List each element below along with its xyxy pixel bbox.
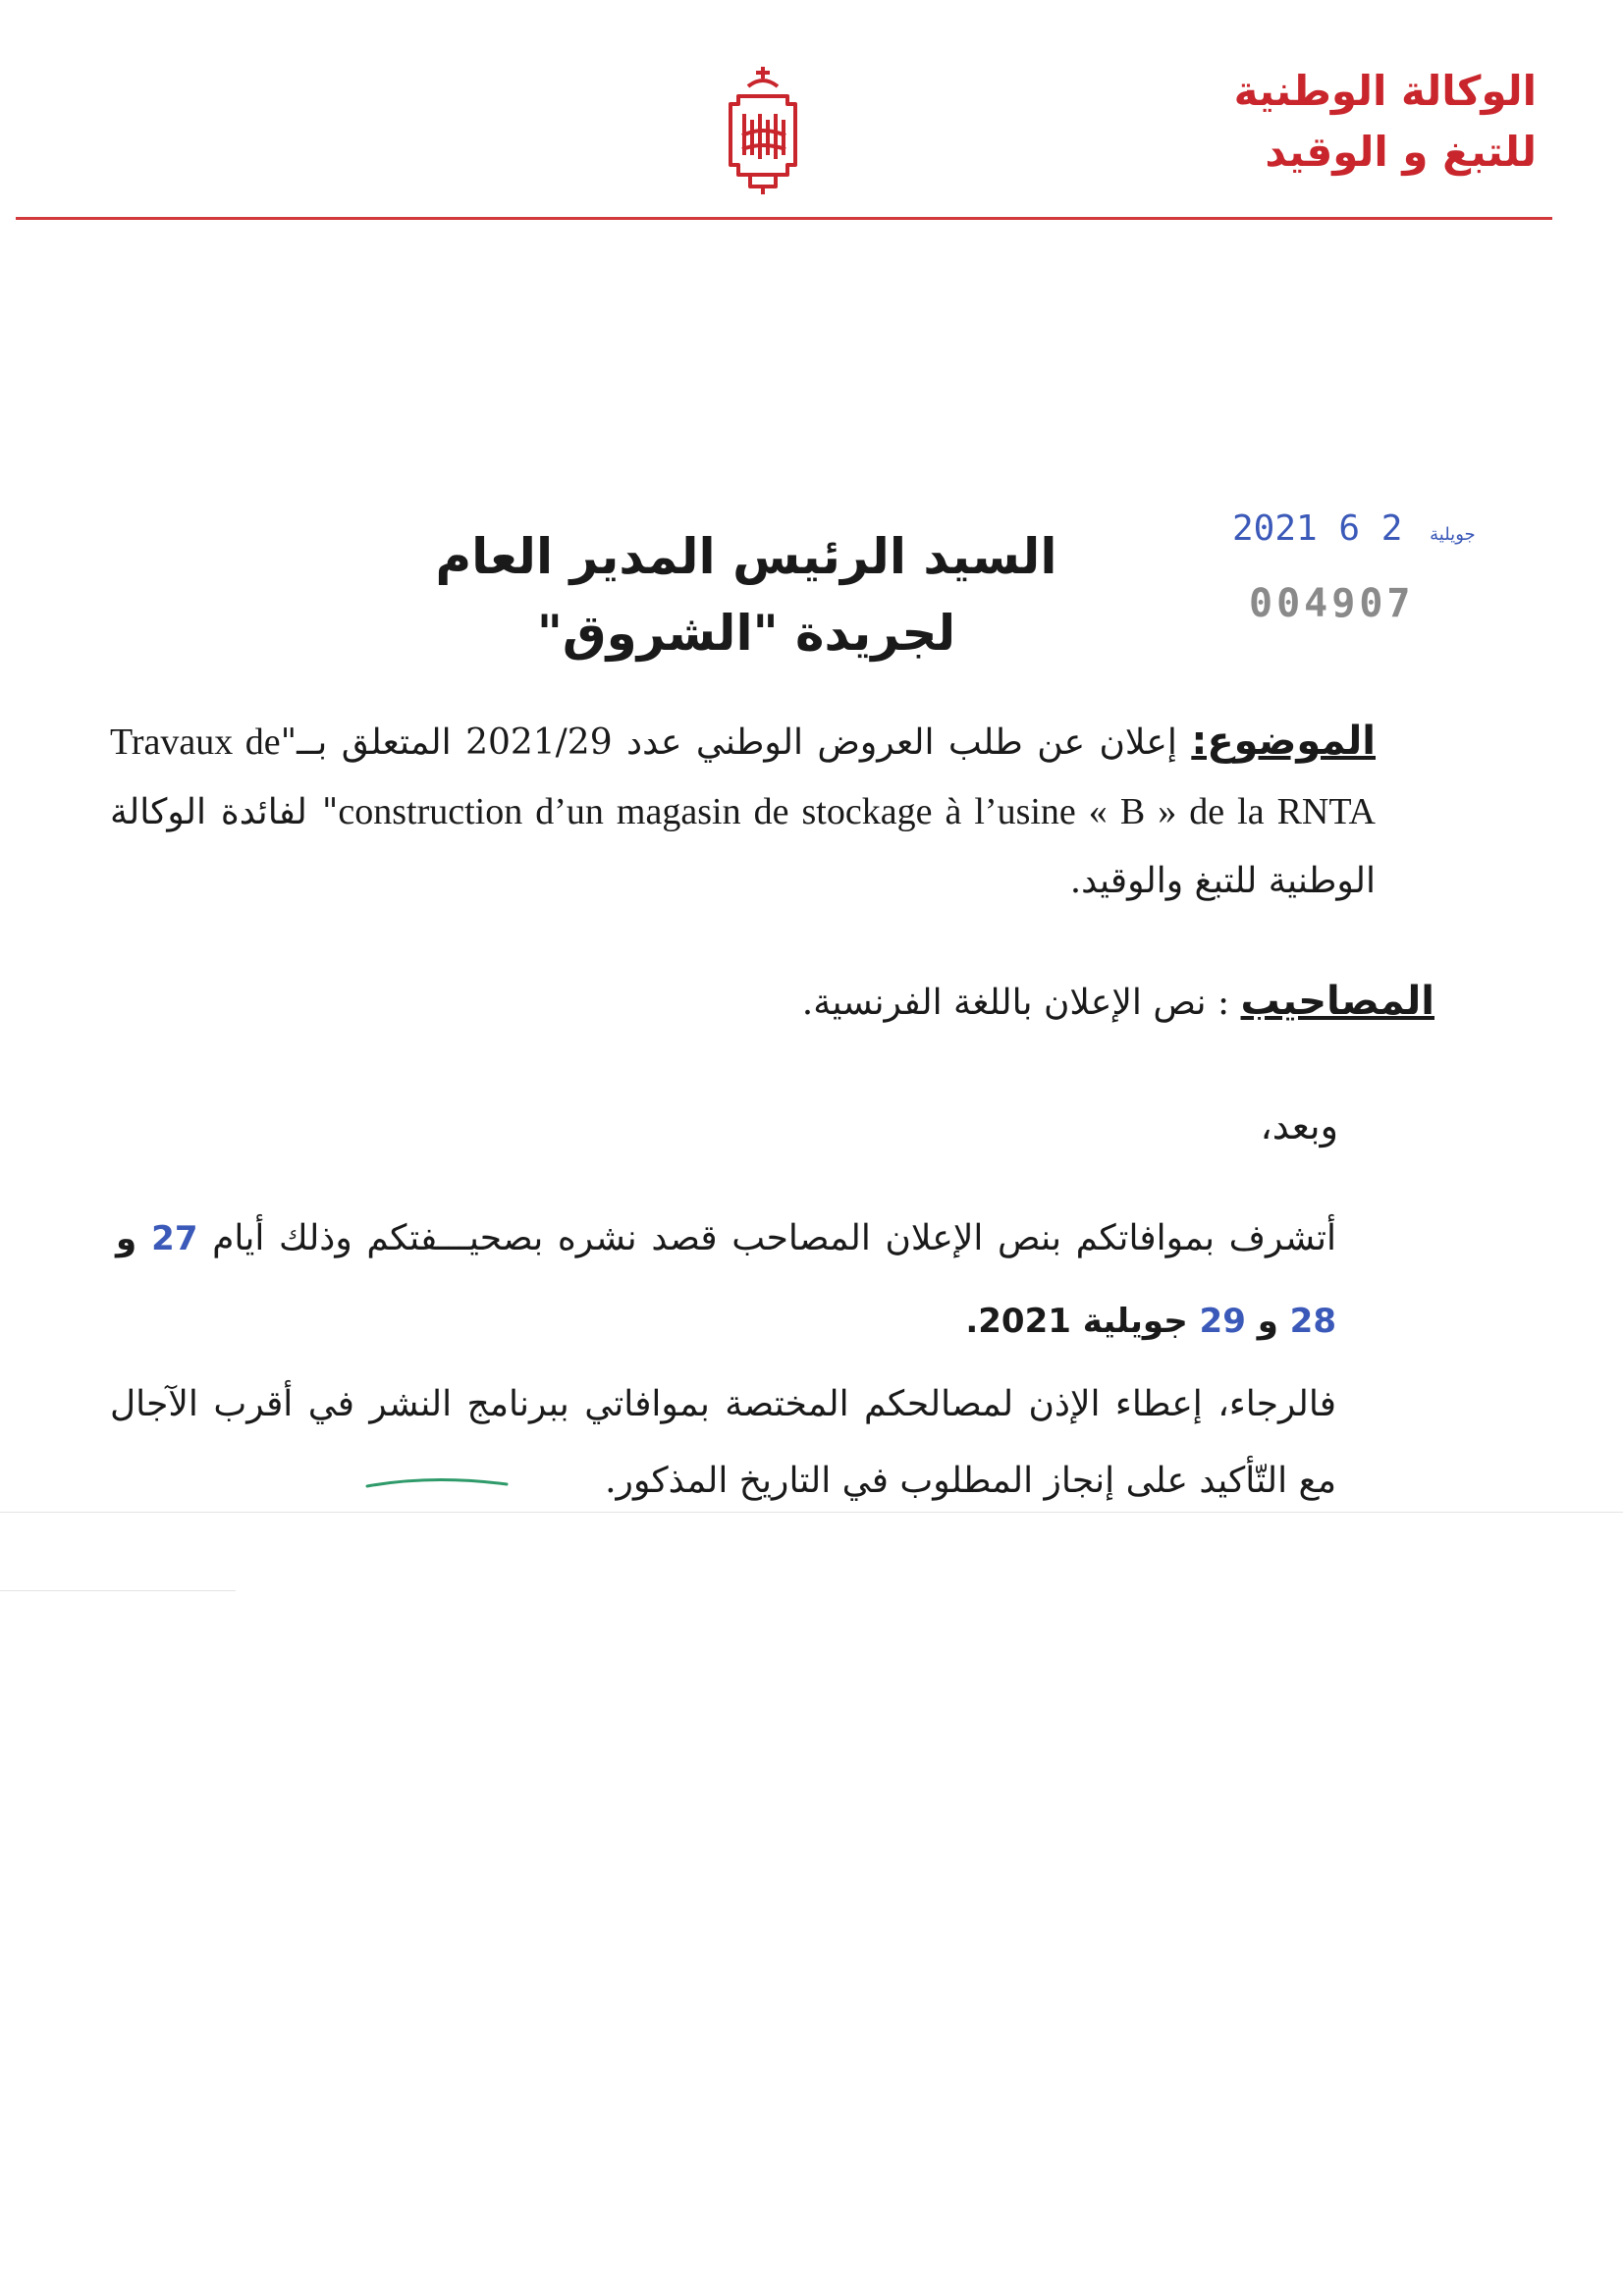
reception-stamp-number: 004907 <box>1249 581 1415 626</box>
subject-text-arabic-end: " لفائدة الوكالة الوطنية للتبغ والوقيد. <box>110 792 1376 901</box>
agency-name-line1: الوكالة الوطنية <box>1233 67 1537 115</box>
subject-text-french: Travaux de construction d’un magasin de stockage à l’usine « B » de la RNTA <box>110 721 1376 832</box>
paragraph1-text: أتشرف بموافاتكم بنص الإعلان المصاحب قصد نشره بصحيـــفتكم وذلك أيام <box>197 1218 1336 1258</box>
body-paragraph-2: فالرجاء، إعطاء الإذن لمصالحكم المختصة بموافاتي ببرنامج النشر في أقرب الآجال مع التّأكيد على إنجاز المطلوب في التاريخ المذكور. <box>110 1384 1336 1501</box>
stamp-month: جويلية <box>1430 524 1476 545</box>
date-separator: و <box>116 1219 152 1258</box>
agency-name <box>1234 61 1537 183</box>
greeting: وبعد، <box>1260 1104 1338 1148</box>
stamp-day: 2 6 <box>1338 508 1403 549</box>
attachments-label: المصاحيب <box>1240 979 1434 1024</box>
date-a: 27 <box>151 1219 198 1258</box>
subject-text-arabic: إعلان عن طلب العروض الوطني عدد 2021/29 المتعلق بــ" <box>280 722 1177 763</box>
addressee-block <box>432 518 1060 671</box>
month-year: جويلية 2021. <box>965 1302 1200 1341</box>
reception-stamp-date <box>1232 508 1476 549</box>
subject-block <box>110 707 1376 916</box>
green-pen-mark <box>363 1472 511 1492</box>
rnta-emblem-icon <box>709 61 817 198</box>
stamp-year: 2021 <box>1232 508 1318 549</box>
scan-artifact-line <box>0 1590 236 1591</box>
header-divider <box>16 217 1552 220</box>
subject-label: الموضوع: <box>1191 719 1377 764</box>
date-b: 28 <box>1289 1302 1336 1341</box>
body-paragraph-1 <box>116 1198 1336 1362</box>
attachments-block <box>802 967 1434 1038</box>
agency-name-line2: للتبغ و الوقيد <box>1265 128 1537 176</box>
attachments-text: : نص الإعلان باللغة الفرنسية. <box>801 983 1241 1023</box>
date-c: 29 <box>1199 1302 1246 1341</box>
addressee-line1: السيد الرئيس المدير العام <box>435 528 1057 585</box>
scan-artifact-line <box>0 1512 1623 1513</box>
addressee-line2: لجريدة "الشروق" <box>536 605 956 662</box>
date-separator: و <box>1245 1302 1290 1341</box>
